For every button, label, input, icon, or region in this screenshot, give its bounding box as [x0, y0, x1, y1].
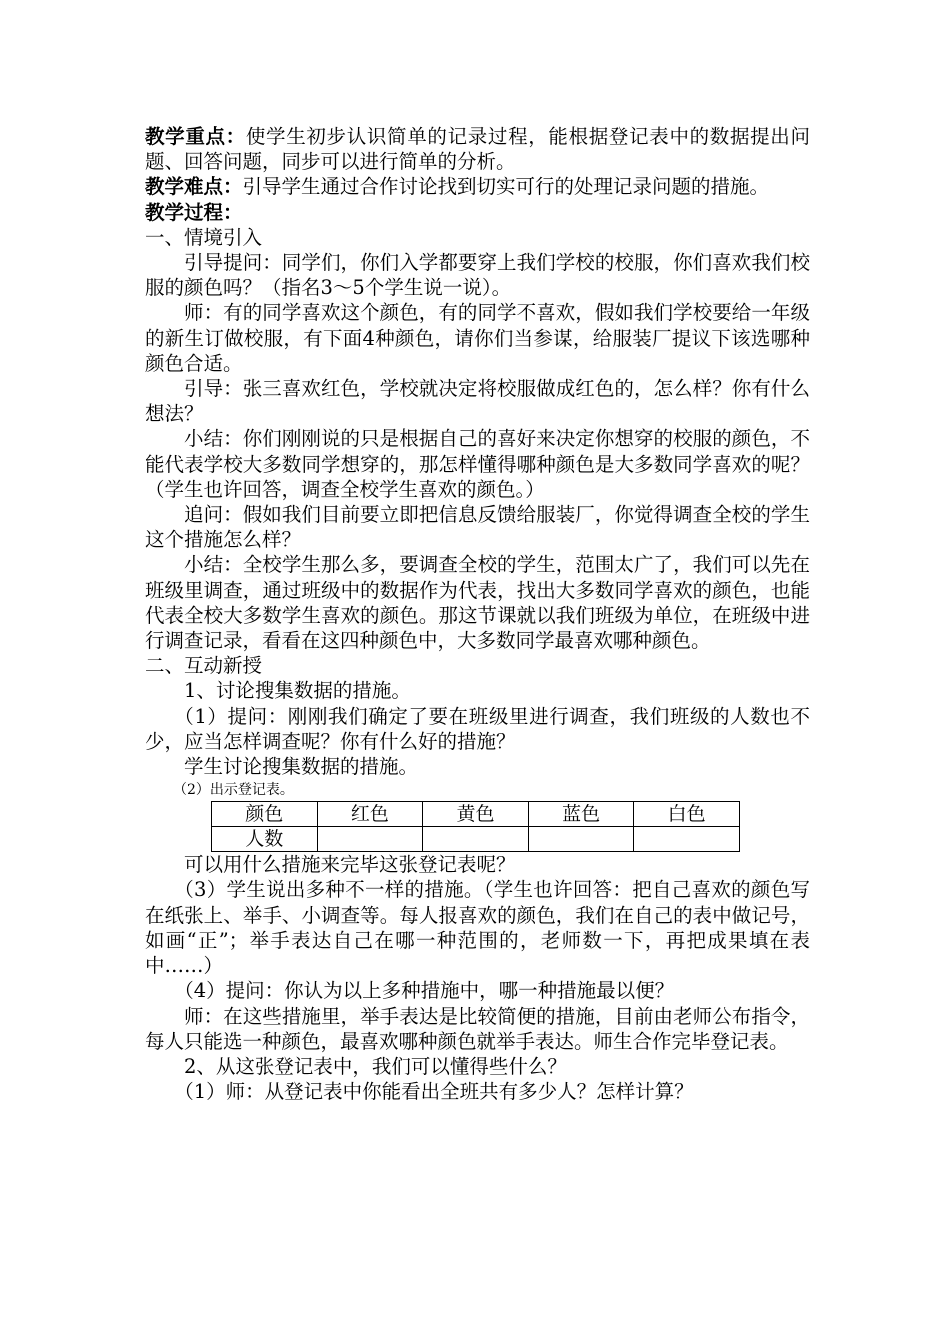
table-empty-cell: [317, 827, 423, 852]
table-empty-cell: [634, 827, 740, 852]
key-points-paragraph: [145, 124, 810, 174]
section1-paragraph: 小结：全校学生那么多，要调查全校的学生，范围太广了，我们可以先在班级里调查，通过班级中的数据作为代表，找出大多数同学喜欢的颜色，也能代表全校大多数学生喜欢的颜色。那这节课就以我们班级为单位，在班级中进行调查记录，看看在这四种颜色中，大多数同学最喜欢哪种颜色。: [145, 553, 810, 653]
table-header-cell: 白色: [634, 802, 740, 827]
table-empty-cell: [528, 827, 634, 852]
section1-heading: 一、情境引入: [145, 225, 263, 249]
table-row: [212, 827, 740, 852]
key-points-text: 使学生初步认识简单的记录过程，能根据登记表中的数据提出问题、回答问题，同步可以进行简单的分析。: [145, 125, 810, 174]
table-header-row: [212, 802, 740, 827]
section1-paragraph: 追问：假如我们目前要立即把信息反馈给服装厂，你觉得调查全校的学生这个措施怎么样？: [145, 503, 810, 552]
table-empty-cell: [423, 827, 529, 852]
section2-item2: 2、从这张登记表中，我们可以懂得些什么？: [184, 1054, 567, 1078]
show-table-caption: （2）出示登记表。: [173, 782, 294, 799]
section1-paragraph: 小结：你们刚刚说的只是根据自己的喜好来决定你想穿的校服的颜色，不能代表学校大多数同学想穿的，那怎样懂得哪种颜色是大多数同学喜欢的呢？（学生也许回答，调查全校学生喜欢的颜色。）: [145, 427, 810, 501]
difficulties-paragraph: [145, 174, 810, 199]
difficulties-label: 教学难点：: [145, 175, 243, 199]
table-header-cell: 蓝色: [528, 802, 634, 827]
section2-question5: （1）师：从登记表中你能看出全班共有多少人？怎样计算？: [174, 1080, 694, 1104]
section1-paragraph: 师：有的同学喜欢这个颜色，有的同学不喜欢，假如我们学校要给一年级的新生订做校服，有下面4种颜色，请你们当参谋，给服装厂提议下该选哪种颜色合适。: [145, 301, 810, 375]
section2-item1: 1、讨论搜集数据的措施。: [184, 679, 411, 703]
lesson-plan-body: [145, 124, 810, 1104]
section2-discuss: 学生讨论搜集数据的措施。: [184, 755, 419, 779]
process-title: 教学过程：: [145, 200, 243, 224]
difficulties-text: 引导学生通过合作讨论找到切实可行的处理记录问题的措施。: [242, 175, 770, 199]
section1-paragraph: 引导：张三喜欢红色，学校就决定将校服做成红色的，怎么样？你有什么想法？: [145, 377, 810, 426]
table-header-cell: 颜色: [212, 802, 318, 827]
section2-question1: （1）提问：刚刚我们确定了要在班级里进行调查，我们班级的人数也不少，应当怎样调查呢？你有什么好的措施？: [145, 704, 810, 753]
teacher-paragraph: 师：在这些措施里，举手表达是比较简便的措施，目前由老师公布指令，每人只能选一种颜色，最喜欢哪种颜色就举手表达。师生合作完毕登记表。: [145, 1004, 810, 1053]
table-row-label: 人数: [212, 827, 318, 852]
section1-paragraph: 引导提问：同学们，你们入学都要穿上我们学校的校服，你们喜欢我们校服的颜色吗？（指名3～5个学生说一说）。: [145, 251, 810, 300]
table-header-cell: 红色: [317, 802, 423, 827]
after-table-question: 可以用什么措施来完毕这张登记表呢？: [184, 853, 516, 877]
section2-heading: 二、互动新授: [145, 654, 263, 678]
section2-question4: （4）提问：你认为以上多种措施中，哪一种措施最以便？: [174, 979, 675, 1003]
section2-question3: （3）学生说出多种不一样的措施。（学生也许回答：把自己喜欢的颜色写在纸张上、举手、小调查等。每人报喜欢的颜色，我们在自己的表中做记号，如画“正”；举手表达自己在哪一种范围的，老师数一下，再把成果填在表中……）: [145, 878, 810, 978]
key-points-label: 教学重点：: [145, 125, 246, 148]
table-header-cell: 黄色: [423, 802, 529, 827]
color-registration-table: [211, 801, 740, 852]
